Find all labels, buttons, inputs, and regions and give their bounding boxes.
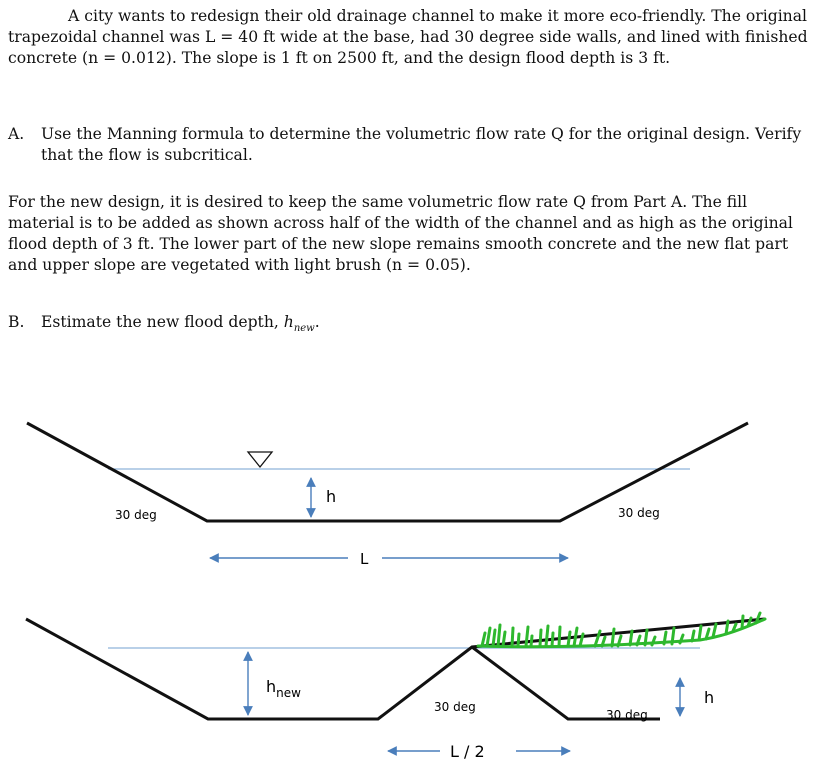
part-b-label: B. bbox=[8, 313, 25, 331]
new-design-paragraph: For the new design, it is desired to keep the same volumetric flow rate Q from Part A. The fill material is to be added as shown across half of the width of the channel and as high as the original flood depth of 3 ft. The lower part of the new slope remains smooth concrete and the new flat part and upper slope are vegetated with light brush (n = 0.05). bbox=[8, 193, 793, 274]
new-depth-label: $h_{new}$ bbox=[266, 677, 301, 700]
intro-paragraph: A city wants to redesign their old drainage channel to make it more eco-friendly. The original trapezoidal channel was L = 40 ft wide at the base, had 30 degree side walls, and lined with finished concrete (n = 0.012). The slope is 1 ft on 2500 ft, and the design flood depth is 3 ft. bbox=[8, 7, 808, 67]
left-angle-label: 30 deg bbox=[115, 508, 157, 522]
original-channel-figure bbox=[27, 423, 748, 568]
right-angle-label: 30 deg bbox=[618, 506, 660, 520]
new-channel-figure bbox=[26, 613, 765, 761]
part-b-text: Estimate the new flood depth, $h_{new}$. bbox=[41, 313, 320, 335]
fill-angle-label: 30 deg bbox=[434, 700, 476, 714]
part-b-question: Estimate the new flood depth, bbox=[41, 313, 284, 331]
part-a-text: Use the Manning formula to determine the volumetric flow rate Q for the original design. Verify that the flow is subcritical. bbox=[41, 125, 802, 164]
h-new-variable: $h_{new}$ bbox=[283, 313, 315, 335]
right-angle-label: 30 deg bbox=[606, 708, 648, 722]
half-width-label: L / 2 bbox=[450, 742, 485, 761]
fill-height-label: h bbox=[704, 688, 715, 707]
width-label: L bbox=[360, 550, 369, 568]
channel-profile bbox=[26, 619, 765, 719]
part-a-label: A. bbox=[8, 125, 25, 143]
water-level-triangle-icon bbox=[248, 452, 272, 467]
depth-label: h bbox=[326, 487, 337, 506]
